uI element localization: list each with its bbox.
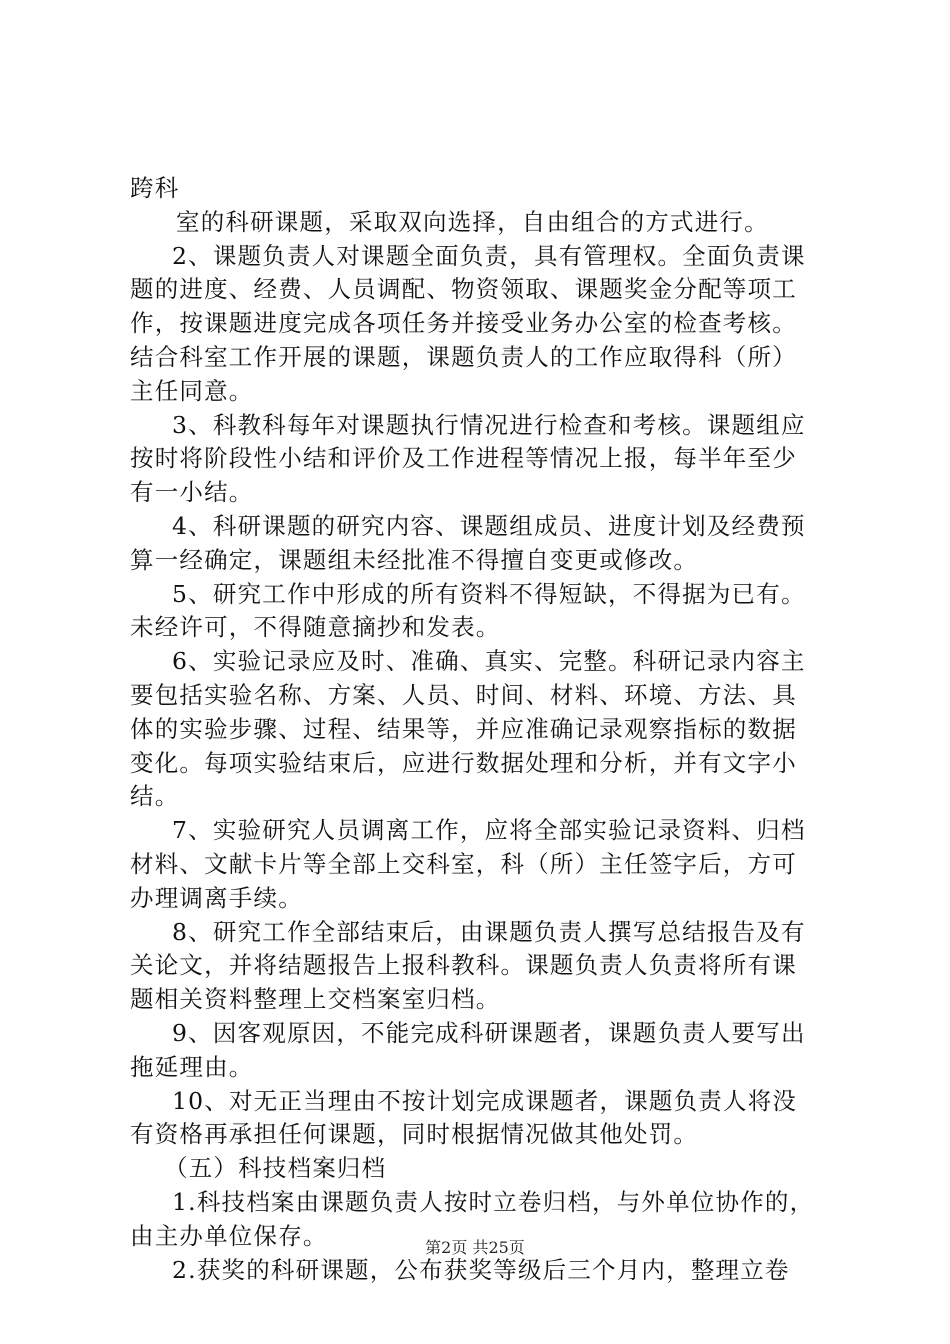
text-line: 算一经确定，课题组未经批准不得擅自变更或修改。 — [130, 545, 699, 574]
text-line: 6、实验记录应及时、准确、真实、完整。科研记录内容主 — [172, 647, 806, 676]
text-line: 3、科教科每年对课题执行情况进行检查和考核。课题组应 — [172, 410, 806, 439]
text-line: 7、实验研究人员调离工作，应将全部实验记录资料、归档 — [172, 816, 806, 845]
text-line: 8、研究工作全部结束后，由课题负责人撰写总结报告及有 — [172, 917, 806, 946]
text-line: 1.科技档案由课题负责人按时立卷归档，与外单位协作的， — [172, 1187, 815, 1216]
text-line: 5、研究工作中形成的所有资料不得短缺，不得据为已有。 — [172, 579, 806, 608]
text-line: 9、因客观原因，不能完成科研课题者，课题负责人要写出 — [172, 1018, 806, 1047]
document-body — [130, 172, 830, 1287]
text-line: 题相关资料整理上交档案室归档。 — [130, 985, 501, 1014]
text-line: 跨科 — [130, 174, 180, 202]
page-number-footer: 第2页 共25页 — [425, 1238, 525, 1257]
text-line: 未经许可，不得随意摘抄和发表。 — [130, 613, 501, 642]
text-line: 变化。每项实验结束后，应进行数据处理和分析，并有文字小 — [130, 748, 797, 777]
text-line: 要包括实验名称、方案、人员、时间、材料、环境、方法、具 — [130, 680, 797, 709]
text-line: 结合科室工作开展的课题，课题负责人的工作应取得科（所） — [130, 342, 797, 371]
text-line: 拖延理由。 — [130, 1052, 254, 1081]
text-line: 体的实验步骤、过程、结果等，并应准确记录观察指标的数据 — [130, 714, 797, 743]
text-line: 2.获奖的科研课题，公布获奖等级后三个月内，整理立卷 — [172, 1255, 790, 1284]
text-line: 10、对无正当理由不按计划完成课题者，课题负责人将没 — [172, 1086, 798, 1115]
text-line: 4、科研课题的研究内容、课题组成员、进度计划及经费预 — [172, 511, 806, 540]
text-line: 由主办单位保存。 — [130, 1221, 328, 1250]
text-line: 室的科研课题，采取双向选择，自由组合的方式进行。 — [176, 207, 769, 236]
text-line: 关论文，并将结题报告上报科教科。课题负责人负责将所有课 — [130, 951, 797, 980]
text-line: 主任同意。 — [130, 376, 254, 405]
text-line: 作，按课题进度完成各项任务并接受业务办公室的检查考核。 — [130, 309, 797, 338]
text-line: 办理调离手续。 — [130, 883, 303, 912]
text-line: 材料、文献卡片等全部上交科室，科（所）主任签字后，方可 — [130, 849, 797, 878]
text-line: 有一小结。 — [130, 478, 254, 507]
text-line: （五）科技档案归档 — [164, 1154, 387, 1183]
text-line: 题的进度、经费、人员调配、物资领取、课题奖金分配等项工 — [130, 275, 797, 304]
text-line: 按时将阶段性小结和评价及工作进程等情况上报，每半年至少 — [130, 444, 797, 473]
text-line: 有资格再承担任何课题，同时根据情况做其他处罚。 — [130, 1120, 699, 1149]
text-line: 2、课题负责人对课题全面负责，具有管理权。全面负责课 — [172, 241, 806, 270]
text-line: 结。 — [130, 782, 180, 811]
